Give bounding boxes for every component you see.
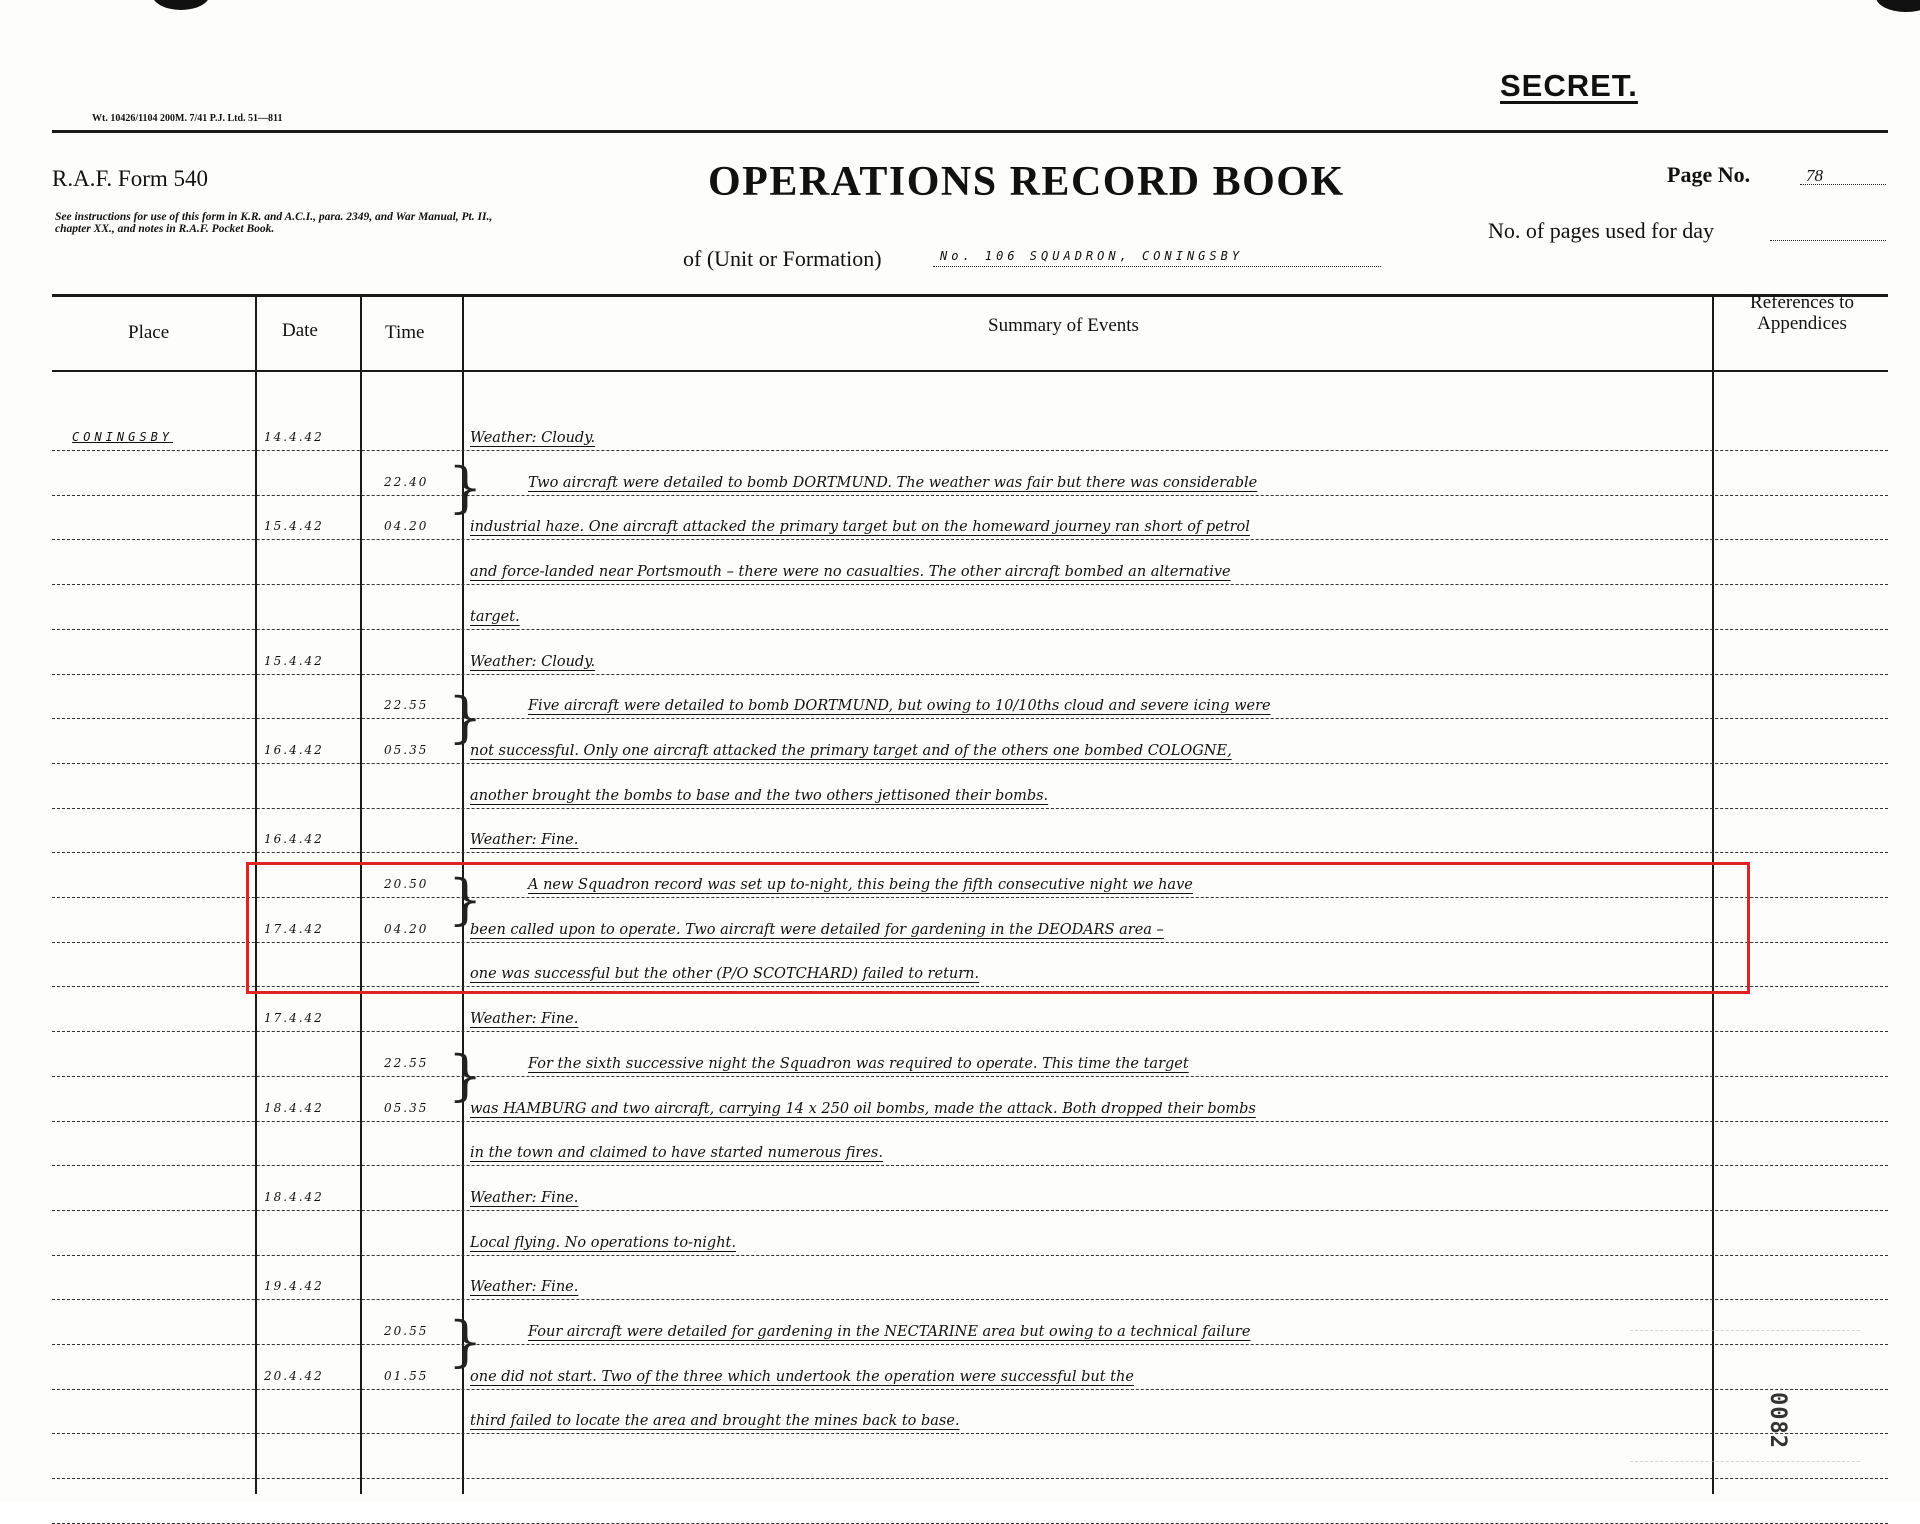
entry-summary-text: target. — [470, 608, 520, 625]
table-header-rule — [52, 370, 1888, 372]
entry-date: 17.4.42 — [264, 1011, 324, 1026]
unit-label: of (Unit or Formation) — [683, 246, 882, 271]
time-brace: } — [448, 686, 483, 749]
entry-time: 05.35 — [384, 742, 429, 757]
entry-time: 20.50 — [384, 877, 429, 891]
header-rule — [52, 130, 1888, 133]
time-brace: } — [448, 1310, 483, 1373]
entry-date: 17.4.42 — [264, 921, 324, 936]
archive-stamp: 0082 — [1765, 1392, 1790, 1449]
entry-summary-text: Local flying. No operations to-night. — [470, 1234, 736, 1251]
page-number-value: 78 — [1806, 166, 1823, 185]
ruled-line — [52, 763, 1888, 764]
unit-dotted-line — [933, 266, 1381, 267]
ruled-line — [52, 1210, 1888, 1211]
entry-summary-text: one was successful but the other (P/O SCOTCHARD) failed to return. — [470, 966, 980, 983]
entry-summary-text: third failed to locate the area and brought the mines back to base. — [470, 1413, 960, 1430]
entry-date: 20.4.42 — [264, 1368, 324, 1383]
ruled-line — [52, 808, 1888, 809]
entry-time: 22.40 — [384, 474, 429, 489]
ruled-line — [52, 1433, 1888, 1434]
ruled-line — [52, 1299, 1888, 1300]
column-header-references: References to Appendices — [1750, 292, 1854, 334]
ruled-line — [52, 495, 1888, 496]
entry-summary-text: and force-landed near Portsmouth – there were no casualties. The other aircraft bombed an alternative — [470, 564, 1231, 581]
entry-summary-text: industrial haze. One aircraft attacked the primary target but on the homeward journey ran short of petrol — [470, 519, 1250, 536]
entry-time: 20.55 — [384, 1324, 429, 1338]
form-instructions: See instructions for use of this form in K.R. and A.C.I., para. 2349, and War Manual, Pt. II., chapter XX., and notes in R.A.F. Pocket Book. — [55, 211, 493, 235]
entry-date: 14.4.42 — [264, 430, 324, 444]
entry-time: 05.35 — [384, 1100, 429, 1115]
ruled-line — [52, 539, 1888, 540]
unit-value: No. 106 SQUADRON, CONINGSBY — [940, 249, 1244, 263]
ruled-line — [52, 629, 1888, 630]
highlighted-entry-box — [246, 862, 1750, 994]
print-code: Wt. 10426/1104 200M. 7/41 P.J. Ltd. 51—811 — [92, 113, 283, 124]
entry-place: CONINGSBY — [72, 430, 174, 444]
entry-summary-text: in the town and claimed to have started numerous fires. — [470, 1145, 883, 1162]
column-header-summary: Summary of Events — [988, 315, 1139, 336]
ruled-line — [52, 1478, 1888, 1479]
ruled-line — [52, 450, 1888, 451]
time-brace: } — [448, 868, 483, 931]
page-number-label: Page No. — [1667, 162, 1751, 187]
entry-time: 01.55 — [384, 1368, 429, 1383]
entry-date: 16.4.42 — [264, 742, 324, 757]
ruled-line — [52, 1255, 1888, 1256]
entry-time: 04.20 — [384, 519, 429, 534]
column-header-date: Date — [282, 320, 318, 341]
ruled-line — [52, 1165, 1888, 1166]
entry-date: 19.4.42 — [264, 1279, 324, 1294]
column-header-place: Place — [128, 322, 170, 343]
time-brace: } — [448, 456, 483, 519]
entry-summary-text: was HAMBURG and two aircraft, carrying 14 x 250 oil bombs, made the attack. Both dropped their bombs — [470, 1100, 1256, 1117]
ink-blot — [1876, 0, 1920, 12]
entry-date: 15.4.42 — [264, 653, 324, 668]
entry-summary-text: Weather: Fine. — [470, 1011, 579, 1028]
ruled-line — [52, 718, 1888, 719]
secret-stamp: SECRET. — [1500, 68, 1638, 103]
form-number: R.A.F. Form 540 — [52, 166, 208, 191]
entry-summary-text: Weather: Cloudy. — [470, 653, 596, 670]
ruled-line — [52, 1389, 1888, 1390]
ruled-line — [52, 852, 1888, 853]
entry-date: 15.4.42 — [264, 519, 324, 534]
table-top-rule — [52, 294, 1888, 297]
entry-summary-text: Four aircraft were detailed for gardening in the NECTARINE area but owing to a technical failure — [528, 1324, 1251, 1340]
time-brace: } — [448, 1044, 483, 1107]
ruled-line — [52, 584, 1888, 585]
entry-date: 18.4.42 — [264, 1100, 324, 1115]
entry-date: 16.4.42 — [264, 832, 324, 847]
entry-summary-text: Two aircraft were detailed to bomb DORTMUND. The weather was fair but there was considerable — [528, 474, 1258, 491]
entry-summary-text: another brought the bombs to base and the two others jettisoned their bombs. — [470, 787, 1049, 804]
entry-summary-text: Weather: Fine. — [470, 1279, 579, 1296]
entry-summary-text: Weather: Fine. — [470, 1189, 579, 1206]
ruled-line — [52, 1076, 1888, 1077]
ruled-line — [52, 674, 1888, 675]
entry-summary-text: one did not start. Two of the three which undertook the operation were successful but the — [470, 1368, 1134, 1385]
entry-summary-text: A new Squadron record was set up to-night, this being the fifth consecutive night we have — [528, 877, 1193, 893]
entry-summary-text: Five aircraft were detailed to bomb DORTMUND, but owing to 10/10ths cloud and severe icing were — [528, 698, 1271, 715]
entry-summary-text: Weather: Fine. — [470, 832, 579, 849]
page-title: OPERATIONS RECORD BOOK — [708, 159, 1345, 205]
column-header-time: Time — [385, 322, 425, 343]
ink-blot — [152, 0, 210, 10]
entry-date: 18.4.42 — [264, 1189, 324, 1204]
ruled-line — [52, 1121, 1888, 1122]
entry-time: 22.55 — [384, 698, 429, 713]
entry-time: 04.20 — [384, 921, 429, 936]
entry-summary-text: Weather: Cloudy. — [470, 430, 596, 446]
ruled-line — [52, 1031, 1888, 1032]
entry-summary-text: not successful. Only one aircraft attacked the primary target and of the others one bombed COLOGNE, — [470, 742, 1232, 759]
entry-summary-text: been called upon to operate. Two aircraft were detailed for gardening in the DEODARS area – — [470, 921, 1164, 938]
ruled-line — [52, 1344, 1888, 1345]
entry-summary-text: For the sixth successive night the Squadron was required to operate. This time the target — [528, 1055, 1189, 1072]
entry-time: 22.55 — [384, 1055, 429, 1070]
pages-used-dotted-line — [1770, 240, 1886, 241]
faded-margin-marks — [1630, 1330, 1860, 1462]
pages-used-label: No. of pages used for day — [1488, 218, 1715, 243]
